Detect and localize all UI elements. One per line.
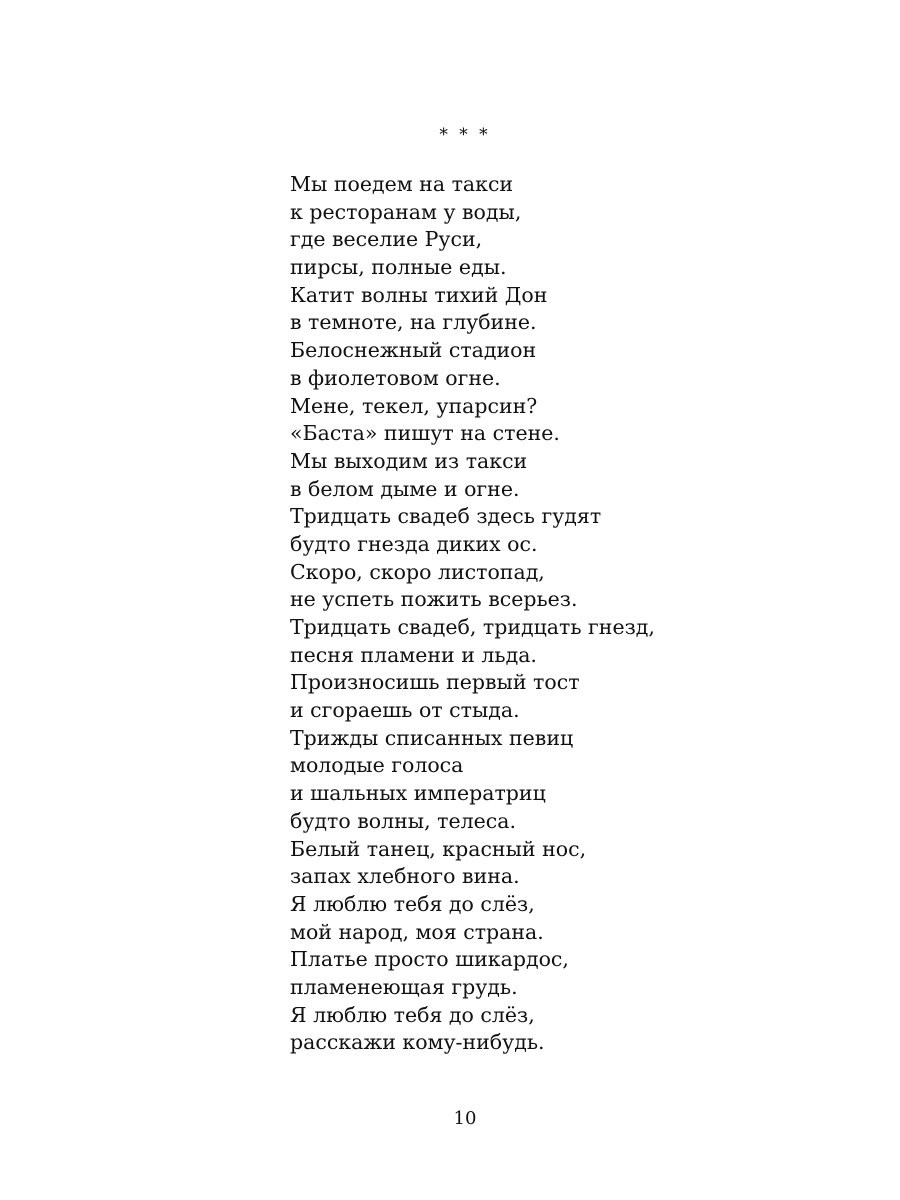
poem-line: Мы выходим из такси bbox=[290, 448, 528, 473]
poem-line: в темноте, на глубине. bbox=[290, 310, 537, 335]
poem-line: Я люблю тебя до слёз, bbox=[290, 891, 535, 916]
poem-line: не успеть пожить всерьез. bbox=[290, 587, 578, 612]
poem-line: пирсы, полные еды. bbox=[290, 255, 507, 280]
poem-line: к ресторанам у воды, bbox=[290, 199, 522, 224]
poem-line: Я люблю тебя до слёз, bbox=[290, 1002, 535, 1027]
poem-line: песня пламени и льда. bbox=[290, 642, 537, 667]
poem-line: где веселие Руси, bbox=[290, 227, 483, 252]
poem-line: молодые голоса bbox=[290, 753, 464, 778]
poem-line: в белом дыме и огне. bbox=[290, 476, 520, 501]
poem-line: Тридцать свадеб, тридцать гнезд, bbox=[290, 615, 655, 639]
page-number: 10 bbox=[453, 1108, 477, 1129]
poem-line: Скоро, скоро листопад, bbox=[290, 559, 545, 584]
poem-line: расскажи кому-нибудь. bbox=[290, 1030, 545, 1055]
poem-line: Платье просто шикардос, bbox=[290, 947, 569, 972]
poem-line: будто волны, телеса. bbox=[290, 808, 516, 833]
poem-line: и сгораешь от стыда. bbox=[290, 698, 520, 723]
poem-line: мой народ, моя страна. bbox=[290, 919, 544, 944]
poem-line: Катит волны тихий Дон bbox=[290, 282, 548, 307]
poem-line: Произносишь первый тост bbox=[290, 670, 580, 695]
section-separator: * * * bbox=[439, 125, 491, 145]
poem-line: Белоснежный стадион bbox=[290, 338, 537, 363]
poem-line: Мы поедем на такси bbox=[290, 172, 514, 196]
poem-line: и шальных императриц bbox=[290, 781, 546, 806]
poem-line: Мене, текел, упарсин? bbox=[290, 393, 538, 418]
poem-line: запах хлебного вина. bbox=[290, 864, 520, 889]
poem-line: Трижды списанных певиц bbox=[290, 725, 574, 750]
poem-line: «Баста» пишут на стене. bbox=[290, 421, 560, 446]
poem-text bbox=[290, 171, 850, 1057]
poem-line: будто гнезда диких ос. bbox=[290, 531, 538, 556]
poem-line: в фиолетовом огне. bbox=[290, 365, 501, 390]
poem-line: Тридцать свадеб здесь гудят bbox=[290, 504, 602, 529]
poem-line: пламенеющая грудь. bbox=[290, 974, 518, 999]
poem-line: Белый танец, красный нос, bbox=[290, 836, 587, 861]
